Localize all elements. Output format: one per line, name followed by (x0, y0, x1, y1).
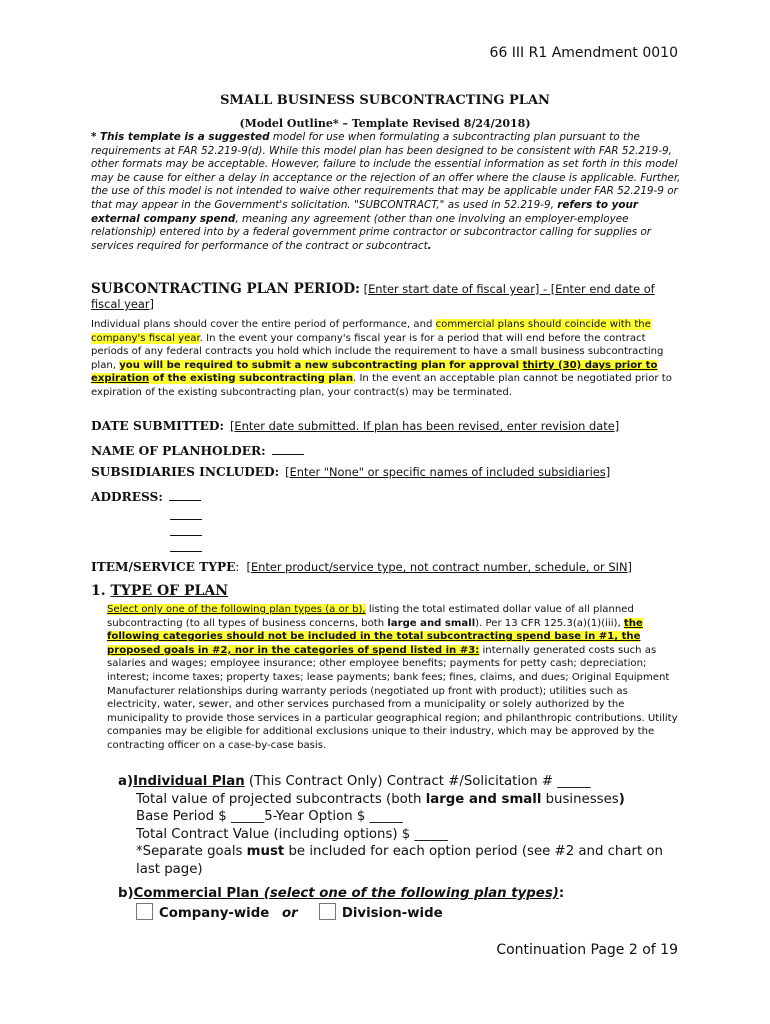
option-b-colon: : (558, 886, 565, 901)
planholder-blank[interactable] (272, 442, 304, 455)
plan-period-label: SUBCONTRACTING PLAN PERIOD: (91, 281, 361, 297)
option-b-heading (118, 885, 678, 903)
address-blank[interactable] (169, 488, 201, 501)
company-wide-label: Company-wide (159, 906, 270, 921)
section-1-heading (91, 583, 228, 599)
exclusion-list: internally generated costs such as salaries and wages; employee insurance; other employee benefits; payments for petty cash; depreciation; interest; income taxes; property taxes; lease payments; bank fees; fines, claims, and dues; Original Equipment Manufacturer relationships during warranty periods (negotiated up front with product); utilities such as electricity, water, sewer, and other services purchased from a municipality or solely authorized by the municipality to provide those services in a particular geographical region; and philanthropic contributions. Utility companies may be eligible for additional exclusions unique to their industry, which may be approved by the contracting officer on a case-by-case basis. (107, 644, 678, 751)
item-service-value[interactable]: [Enter product/service type, not contract number, schedule, or SIN] (246, 560, 632, 574)
document-subtitle: (Model Outline* – Template Revised 8/24/2018) (239, 117, 531, 130)
page-footer: Continuation Page 2 of 19 (496, 942, 678, 958)
intro-text: model for use when formulating a subcontracting plan pursuant to the requirements at FAR 52.219-9(d). While this model plan has been designed to be consistent with FAR 52.219-9, other formats may be acceptable. However, failure to include the essential information as set forth in this model may be cause for either a delay in acceptance or the rejection of an offer where the clause is applicable. Further, the use of this model is not intended to waive other requirements that may be applicable under FAR 52.219-9 or that may appear in the Government's solicitation. "SUBCONTRACT," as used in 52.219-9, (91, 131, 681, 211)
subsidiaries-row (91, 465, 610, 479)
projected-subcontracts-line (118, 791, 678, 809)
date-submitted-row (91, 419, 619, 433)
intro-emphasis: refers to your external company spend (91, 198, 639, 225)
or-label: or (281, 906, 298, 921)
total-contract-value-line[interactable]: Total Contract Value (including options) $ _____ (136, 826, 448, 842)
item-service-colon: : (235, 560, 240, 574)
address-blank[interactable] (170, 550, 202, 552)
address-blank[interactable] (170, 534, 202, 536)
separate-goals-note (118, 843, 678, 878)
base-period-line[interactable]: Base Period $ _____5-Year Option $ _____ (136, 809, 403, 825)
option-a-heading (118, 773, 678, 791)
address-row (91, 488, 201, 504)
projected-bold: large and small (425, 791, 542, 807)
guidance-text: . In the event an acceptable plan cannot be negotiated prior to expiration of the existing subcontracting plan, your contract(s) may be terminated. (91, 373, 672, 398)
section-1-text: listing the total estimated dollar value of all planned subcontracting (to all types of business concerns, both (107, 604, 634, 629)
date-submitted-value[interactable]: [Enter date submitted. If plan has been revised, enter revision date] (229, 419, 620, 433)
document-title: SMALL BUSINESS SUBCONTRACTING PLAN (220, 93, 550, 108)
division-wide-label: Division-wide (341, 906, 443, 921)
planholder-row (91, 442, 304, 458)
plan-period-guidance (91, 318, 681, 400)
option-b-letter: b) (118, 886, 134, 901)
plan-select-instruction: Select only one of the following plan types (a or b), (107, 604, 366, 615)
date-submitted-label: DATE SUBMITTED: (91, 419, 224, 433)
note-text: *Separate goals (136, 844, 247, 860)
planholder-label: NAME OF PLANHOLDER: (91, 444, 266, 458)
option-b-choices (118, 903, 678, 923)
intro-suggested: suggested (208, 131, 270, 143)
note-bold: must (246, 844, 285, 860)
plan-period-heading (91, 282, 686, 312)
guidance-text: Individual plans should cover the entire period of performance, and (91, 319, 436, 330)
projected-text: businesses (541, 791, 619, 807)
section-1-body (107, 603, 682, 753)
option-a-contract-line[interactable]: (This Contract Only) Contract #/Solicitation # _____ (244, 774, 591, 789)
option-a-title: Individual Plan (133, 774, 245, 789)
projected-text: Total value of projected subcontracts (both (136, 791, 426, 807)
guidance-text: . In the event your company's fiscal year is for a period that will end before the contract periods of any federal contracts you hold which include the requirement to have a small business subcontracting plan, (91, 332, 664, 371)
option-b-commercial-plan (118, 885, 678, 923)
subsidiaries-value[interactable]: [Enter "None" or specific names of included subsidiaries] (285, 465, 611, 479)
projected-paren: ) (618, 791, 625, 807)
exclusion-highlight: the following categories should not be included in the total subcontracting spend base in #1, the proposed goals in #2, nor in the categories of spend listed in #3: (107, 617, 643, 656)
address-label: ADDRESS: (91, 490, 163, 504)
section-1-text: ). Per 13 CFR 125.3(a)(1)(iii), (475, 617, 624, 629)
guidance-highlight-bold: of the existing subcontracting plan (149, 373, 354, 385)
item-service-row (91, 560, 632, 574)
intro-period: . (427, 239, 432, 252)
section-1-number: 1. (91, 583, 106, 599)
note-text: be included for each option period (see #2 and chart on last page) (136, 844, 663, 877)
header-reference: 66 III R1 Amendment 0010 (489, 45, 678, 61)
option-a-individual-plan (118, 773, 678, 879)
guidance-highlight-underline: thirty (30) days prior to expiration (91, 359, 658, 385)
guidance-highlight: commercial plans should coincide with the company's fiscal year (91, 319, 651, 344)
address-blank[interactable] (170, 518, 202, 520)
subsidiaries-label: SUBSIDIARIES INCLUDED: (91, 465, 280, 479)
plan-period-value[interactable]: [Enter start date of fiscal year] - [Enter end date of fiscal year] (91, 282, 655, 311)
division-wide-checkbox[interactable] (319, 903, 336, 920)
guidance-highlight-bold: you will be required to submit a new subcontracting plan for approval (119, 359, 523, 371)
section-1-bold: large and small (387, 617, 476, 629)
item-service-label: ITEM/SERVICE TYPE (91, 560, 236, 574)
option-b-title: Commercial Plan (133, 886, 260, 901)
intro-paragraph (91, 131, 681, 253)
option-a-letter: a) (118, 774, 134, 789)
option-b-instruction: (select one of the following plan types) (259, 886, 559, 901)
intro-text: , meaning any agreement (other than one involving an employer-employee relationship) entered into by a federal government prime contractor or subcontractor calling for supplies or services required for performance of the contract or subcontract (91, 212, 652, 252)
section-1-title: TYPE OF PLAN (110, 583, 229, 599)
intro-text: * This template is a (91, 131, 209, 143)
company-wide-checkbox[interactable] (136, 903, 153, 920)
